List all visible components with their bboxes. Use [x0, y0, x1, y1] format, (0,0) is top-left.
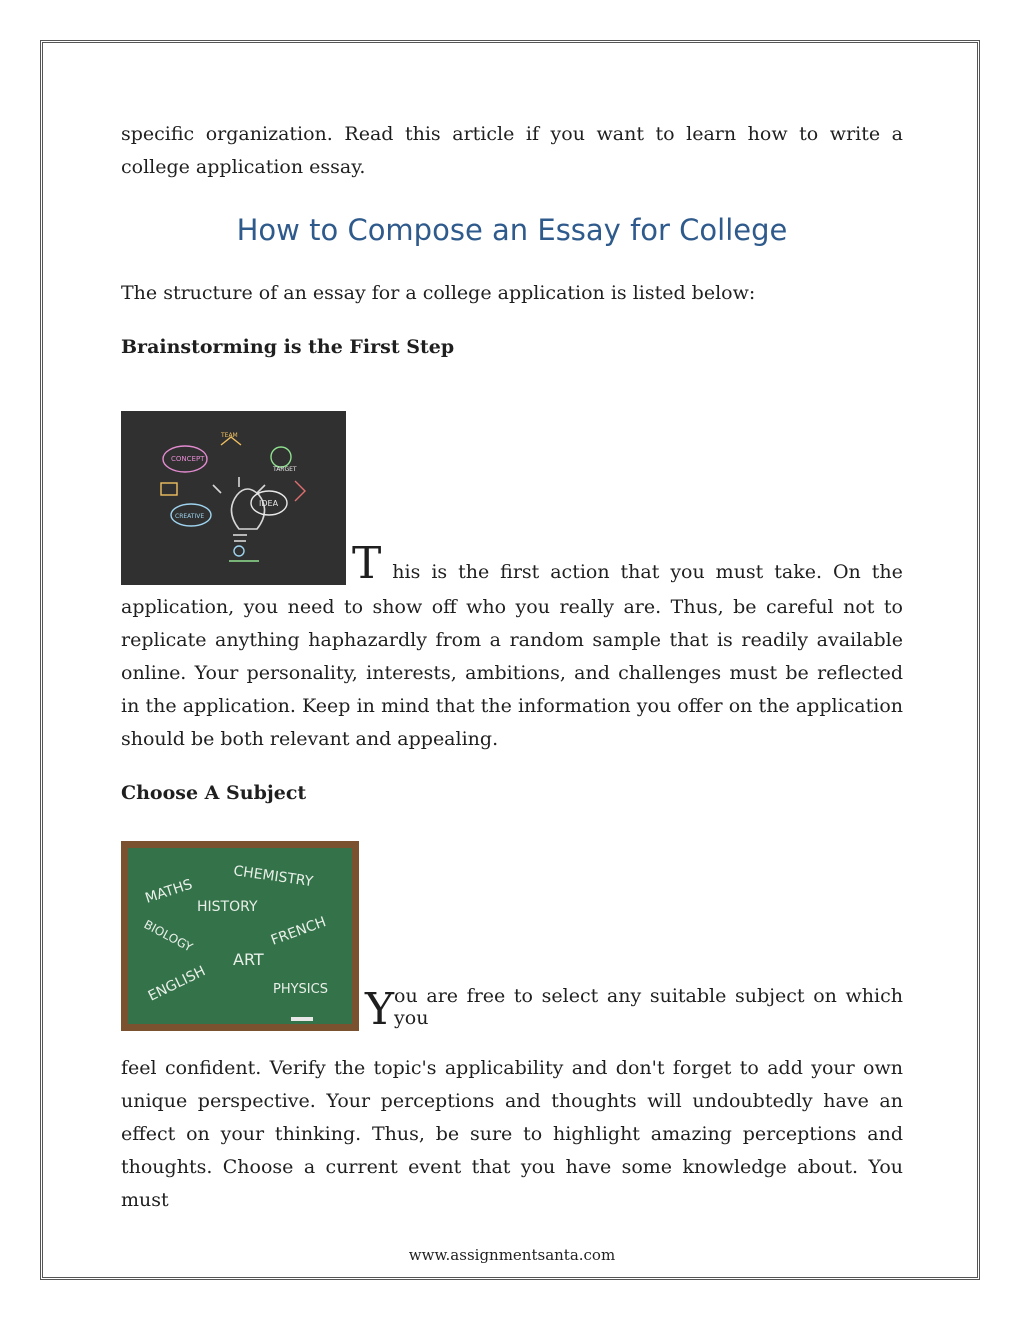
chalk-word-target: TARGET	[273, 466, 297, 473]
chalk-word-history: HISTORY	[197, 899, 258, 915]
chalk-word-idea: IDEA	[259, 499, 279, 508]
chalk-word-team: TEAM	[221, 432, 238, 439]
chalk-word-physics: PHYSICS	[273, 982, 328, 997]
section2-body: feel confident. Verify the topic's applicability and don't forget to add your own unique perspective. Your perceptions and thoughts will undoubtedly have an effect on your thinking. Thus, be sure to highlight amazing perceptions and thoughts. Choose a current event that you have some knowledge about. You must	[121, 1057, 903, 1211]
chalk-word-creative: CREATIVE	[175, 513, 205, 520]
section2-lead-rest: ou are free to select any suitable subject on which you	[394, 985, 903, 1029]
lead-word: On	[832, 561, 861, 583]
section2-lead-line	[121, 841, 903, 1035]
section2-dropcap: Y	[365, 984, 395, 1035]
lead-word: action	[550, 561, 610, 583]
chalk-word-french: FRENCH	[268, 914, 329, 949]
lead-word: that	[620, 561, 660, 583]
lead-word: first	[500, 561, 540, 583]
lead-word: is	[431, 561, 448, 583]
lead-word: take.	[774, 561, 823, 583]
section1-title: Brainstorming is the First Step	[121, 336, 455, 358]
section1-dropcap: T	[352, 538, 382, 589]
subjects-chalkboard-image	[121, 841, 359, 1031]
brainstorm-chalkboard-image	[121, 411, 346, 585]
section1-lead-line	[121, 395, 903, 589]
page-title: How to Compose an Essay for College	[236, 213, 788, 247]
chalk-word-chemistry: CHEMISTRY	[232, 863, 315, 891]
chalk-word-concept: CONCEPT	[171, 455, 205, 463]
lead-word: the	[871, 561, 903, 583]
section2-lead-text	[365, 984, 903, 1035]
footer-url: www.assignmentsanta.com	[408, 1246, 616, 1264]
intro-paragraph: specific organization. Read this article if you want to learn how to write a college application essay.	[121, 123, 903, 178]
lead-word: must	[715, 561, 764, 583]
lead-word: you	[670, 561, 705, 583]
section2-title: Choose A Subject	[121, 782, 307, 804]
chalk-word-art: ART	[233, 950, 264, 969]
chalk-word-english: ENGLISH	[145, 963, 209, 1005]
chalk-word-maths: MATHS	[143, 876, 195, 907]
section1-lead-text	[352, 538, 903, 589]
chalk-word-biology: BIOLOGY	[141, 917, 195, 955]
structure-paragraph: The structure of an essay for a college application is listed below:	[121, 282, 756, 304]
lead-word: the	[458, 561, 490, 583]
section1-body: application, you need to show off who you really are. Thus, be careful not to replicate anything haphazardly from a random sample that is readily available online. Your personality, interests, ambitions, and challenges must be reflected in the application. Keep in mind that the information you offer on the application should be both relevant and appealing.	[121, 596, 903, 750]
lead-word: his	[392, 561, 421, 583]
